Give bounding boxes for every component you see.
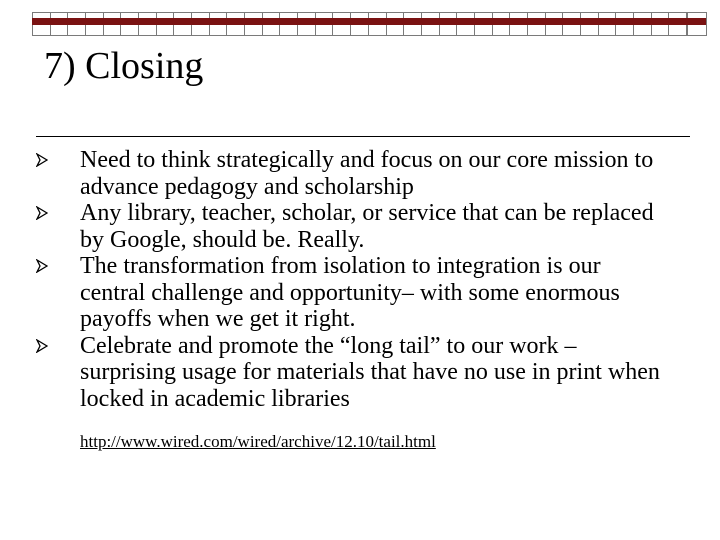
bullet-text: Celebrate and promote the “long tail” to our work – surprising usage for materials that have no use in print when locked in academic libraries [80, 332, 660, 412]
bullet-text: Need to think strategically and focus on our core mission to advance pedagogy and scholarship [80, 147, 654, 200]
arrow-bullet-icon [36, 153, 48, 167]
bullet-item [0, 333, 720, 413]
arrow-bullet-icon [36, 259, 48, 273]
accent-bar [32, 18, 706, 25]
bullet-list [0, 147, 720, 412]
title-divider [36, 136, 690, 137]
bullet-item [0, 147, 720, 200]
bullet-item [0, 200, 720, 253]
bullet-text: The transformation from isolation to integration is our central challenge and opportunity– with some enormous payoffs when we get it right. [80, 253, 620, 332]
wired-article-link[interactable]: http://www.wired.com/wired/archive/12.10/tail.html [80, 432, 436, 451]
bullet-item [0, 253, 720, 333]
arrow-bullet-icon [36, 206, 48, 220]
arrow-bullet-icon [36, 339, 48, 353]
slide-title: 7) Closing [44, 45, 204, 87]
bullet-text: Any library, teacher, scholar, or service that can be replaced by Google, should be. Really. [80, 200, 654, 253]
